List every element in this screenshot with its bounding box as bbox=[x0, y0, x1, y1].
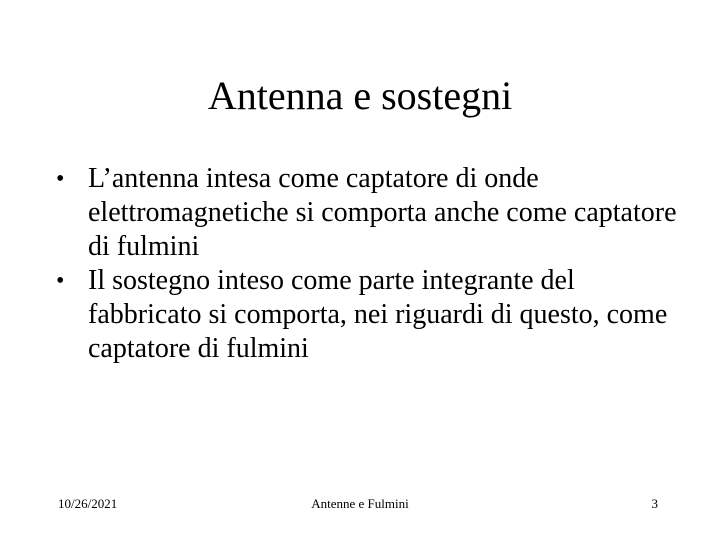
bullet-text: L’antenna intesa come captatore di onde elettromagnetiche si comporta anche come captatore di fulmini bbox=[88, 163, 677, 262]
footer-title: Antenne e Fulmini bbox=[311, 496, 409, 511]
bullet-item bbox=[54, 162, 684, 264]
slide-title: Antenna e sostegni bbox=[207, 73, 513, 118]
bullet-icon: • bbox=[56, 166, 65, 192]
bullet-text: Il sostegno inteso come parte integrante del fabbricato si comporta, nei riguardi di questo, come captatore di fulmini bbox=[88, 265, 668, 364]
page-number: 3 bbox=[651, 496, 658, 511]
bullet-item bbox=[54, 264, 684, 366]
footer-date: 10/26/2021 bbox=[58, 496, 118, 511]
bullet-list bbox=[54, 162, 684, 366]
bullet-icon: • bbox=[56, 268, 65, 294]
